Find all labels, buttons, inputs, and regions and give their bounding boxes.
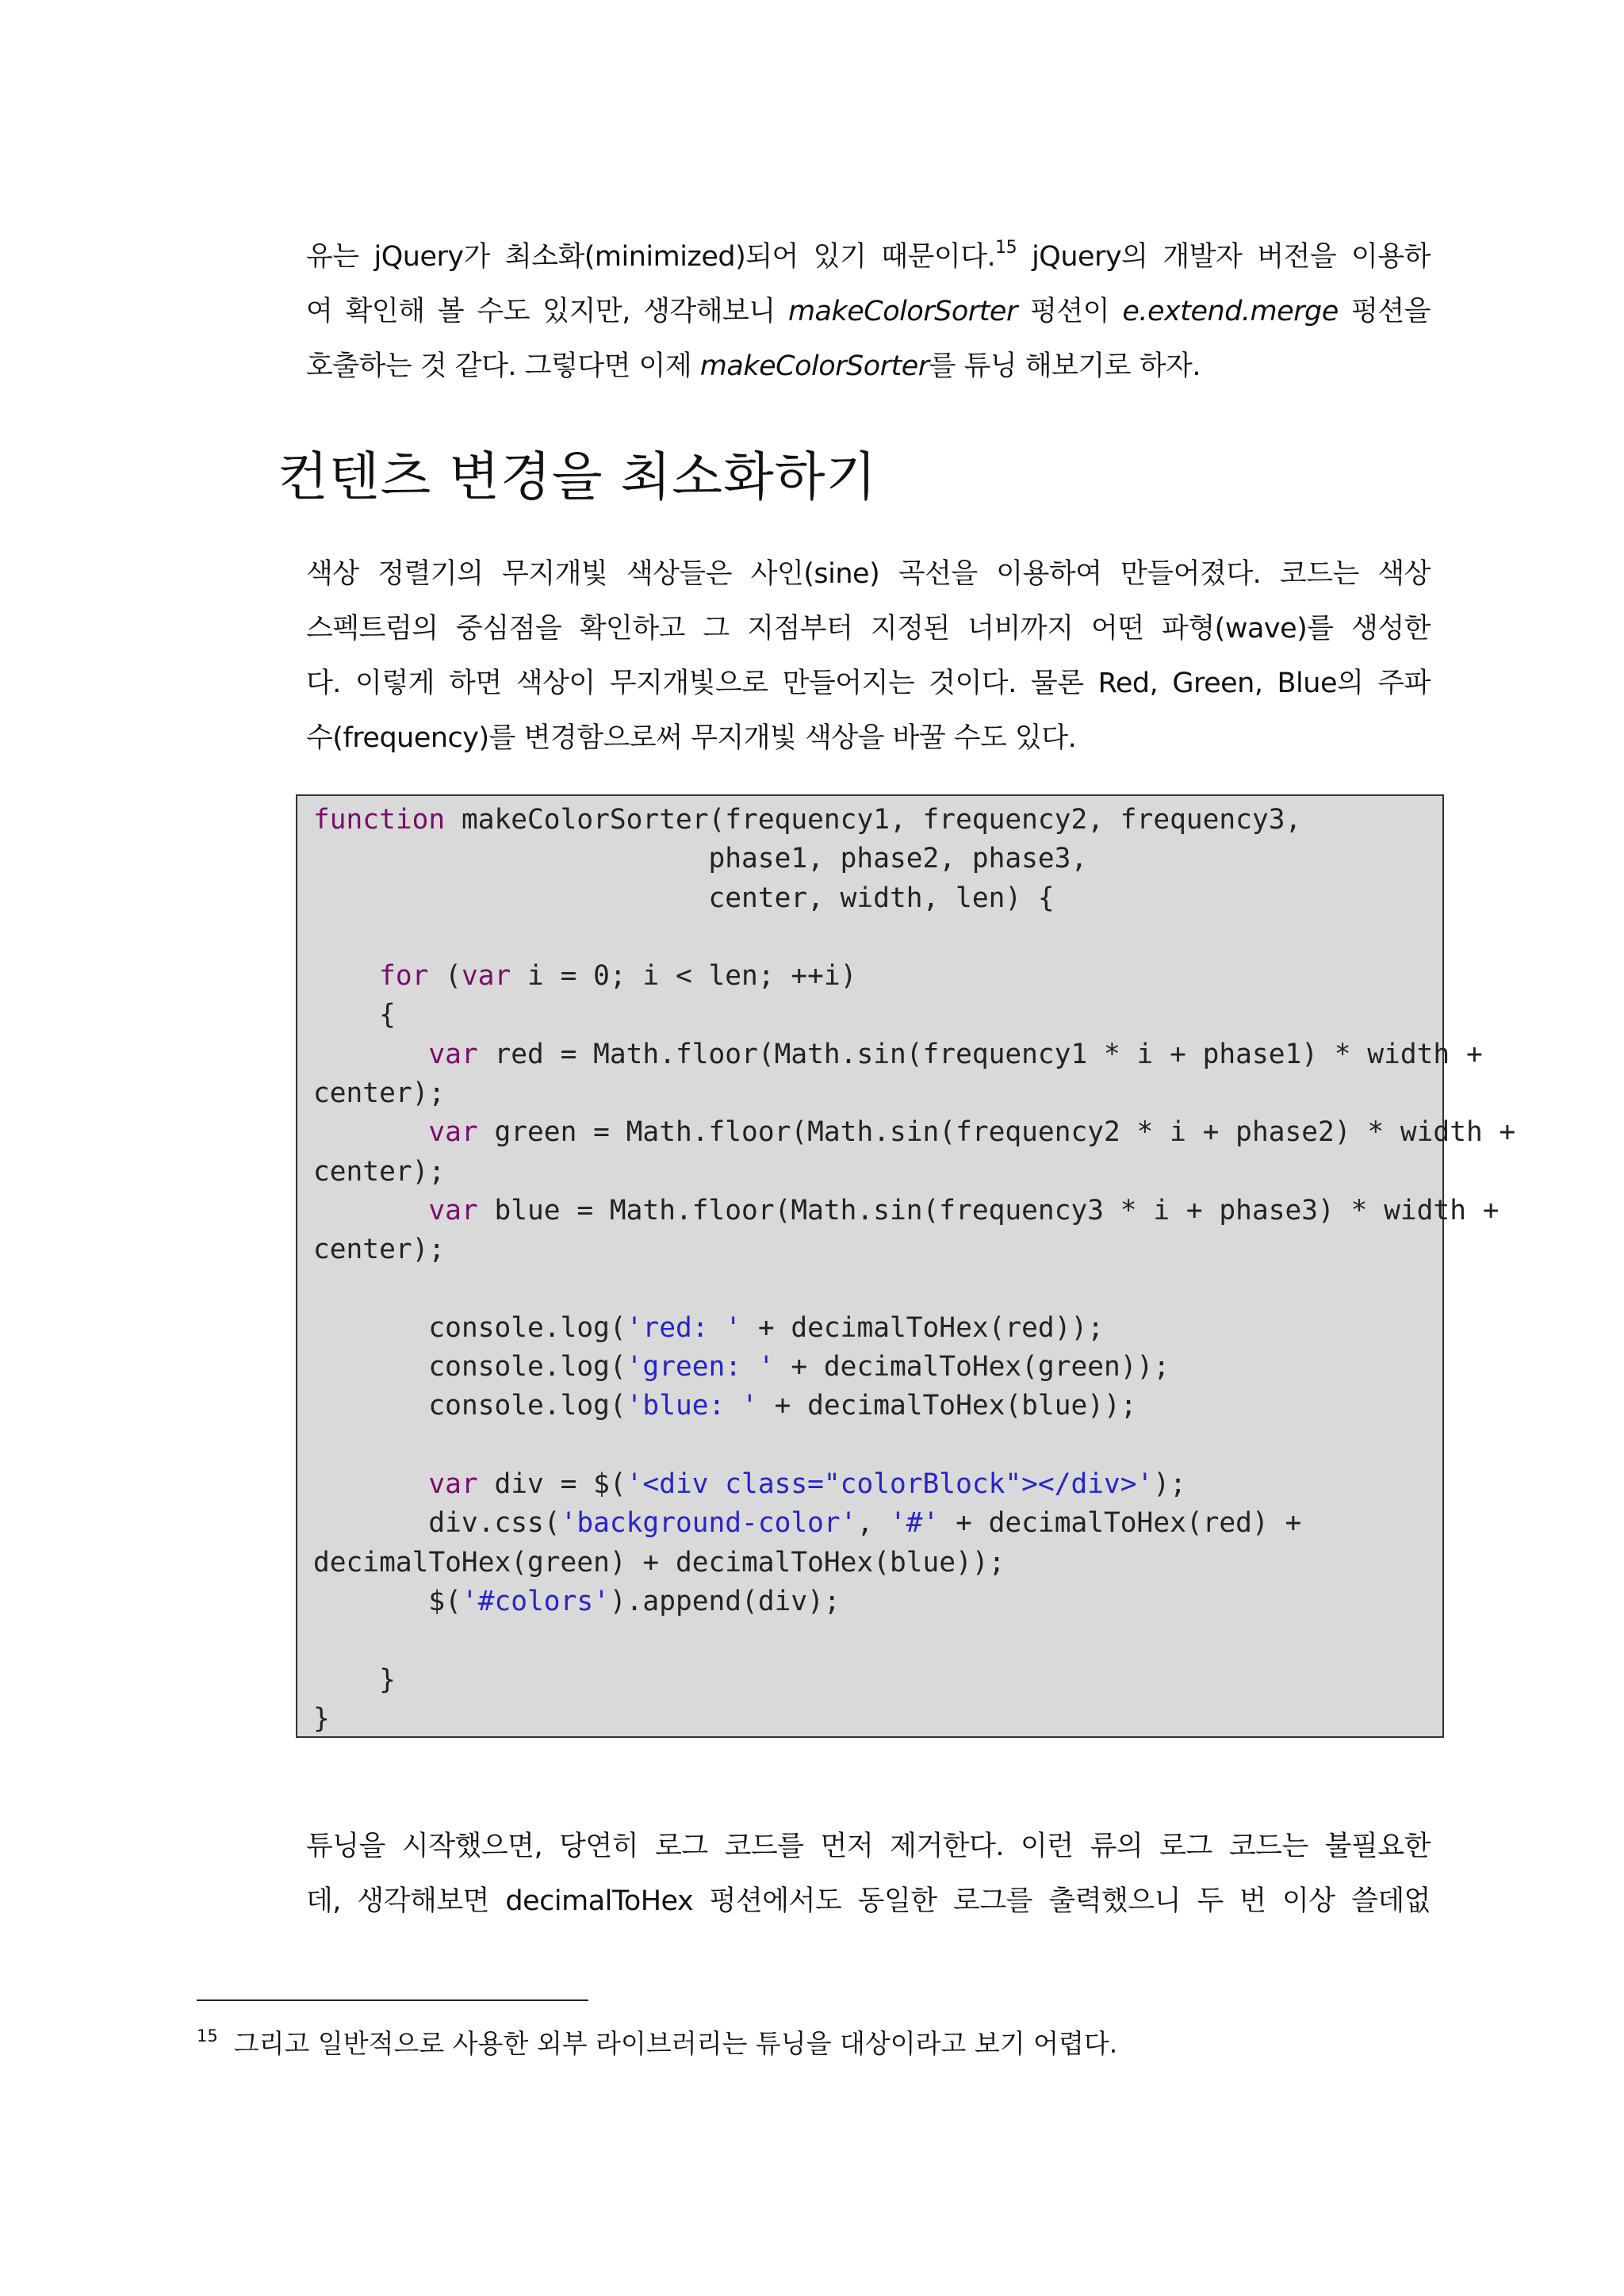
code-block — [296, 794, 1516, 1738]
paragraph-line: 호출하는 것 같다. 그렇다면 이제 makeColorSorter를 튜닝 해보기로 하자. — [306, 350, 1201, 382]
tuning-paragraph — [306, 1820, 1431, 1929]
footnote-number: 15 — [197, 2026, 218, 2045]
footnote-divider — [197, 1999, 588, 2001]
paragraph-line: 스펙트럼의 중심점을 확인하고 그 지점부터 지정된 너비까지 어떤 파형(wave)를 생성한 — [306, 613, 1431, 645]
paragraph-line: 데, 생각해보면 decimalToHex 펑션에서도 동일한 로그를 출력했으니 두 번 이상 쓸데없 — [306, 1885, 1431, 1917]
paragraph-line: 수(frequency)를 변경함으로써 무지개빛 색상을 바꿀 수도 있다. — [306, 722, 1077, 754]
paragraph-line: 유는 jQuery가 최소화(minimized)되어 있기 때문이다.$^{15}$ jQuery의 개발자 버전을 이용하 — [306, 238, 1431, 273]
code-listing: function makeColorSorter(frequency1, frequency2, frequency3, phase1, phase2, phase3, center, width, len) { for (var i = 0; i < len; ++i) { var red = Math.floor(Math.sin(frequency1 * i + phase1) * width + center); var green = Math.floor(Math.sin(frequency2 * i + phase2) * width + center); var blue = Math.floor(Math.sin(frequency3 * i + phase3) * width + center); console.log('red: ' + decimalToHex(red)); console.log('green: ' + decimalToHex(green)); console.log('blue: ' + decimalToHex(blue)); var div = $('<div class="colorBlock"></div>'); div.css('background-color', '#' + decimalToHex(red) + decimalToHex(green) + decimalToHex(blue)); $('#colors').append(div); } } — [313, 804, 1516, 1735]
intro-paragraph — [306, 230, 1431, 394]
function-name: makeColorSorter — [699, 350, 929, 382]
section-heading: 컨텐츠 변경을 최소화하기 — [278, 446, 878, 507]
paragraph-line: 여 확인해 볼 수도 있지만, 생각해보니 makeColorSorter 펑션이 e.extend.merge 펑션을 — [306, 296, 1431, 327]
footnote — [197, 2020, 1117, 2068]
paragraph-line: 색상 정렬기의 무지개빛 색상들은 사인(sine) 곡선을 이용하여 만들어졌다. 코드는 색상 — [306, 558, 1431, 590]
footnote-ref[interactable]: 15 — [995, 238, 1017, 258]
description-paragraph — [306, 547, 1431, 766]
function-name: e.extend.merge — [1122, 296, 1339, 327]
paragraph-line: 튜닝을 시작했으면, 당연히 로그 코드를 먼저 제거한다. 이런 류의 로그 코드는 불필요한 — [306, 1831, 1431, 1862]
paragraph-line: 다. 이렇게 하면 색상이 무지개빛으로 만들어지는 것이다. 물론 Red, Green, Blue의 주파 — [306, 668, 1431, 699]
function-name: makeColorSorter — [787, 296, 1017, 327]
footnote-text: 그리고 일반적으로 사용한 외부 라이브러리는 튜닝을 대상이라고 보기 어렵다. — [233, 2028, 1118, 2059]
